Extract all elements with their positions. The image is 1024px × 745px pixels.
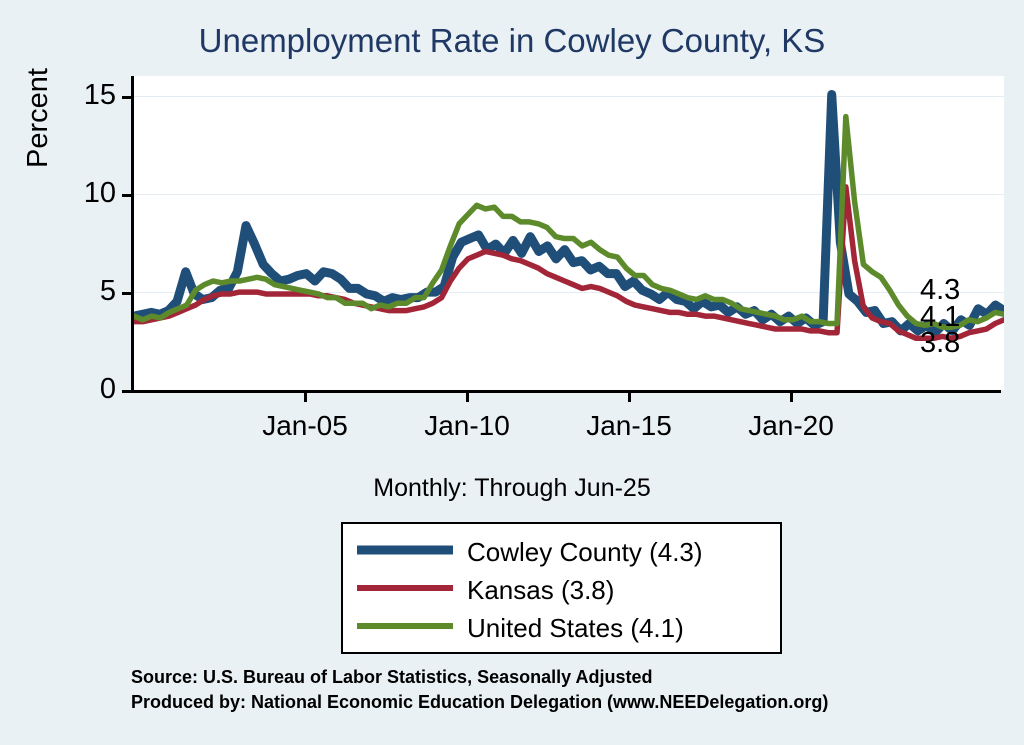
y-tick-mark-10	[122, 194, 131, 197]
y-tick-5: 5	[99, 275, 116, 307]
series-line-cowley-county	[134, 94, 1004, 332]
x-tick-jan-20: Jan-20	[748, 410, 834, 441]
legend-item-united-states[interactable]	[343, 610, 780, 646]
legend	[341, 522, 782, 654]
source-note: Source: U.S. Bureau of Labor Statistics, Seasonally Adjusted	[131, 667, 653, 687]
x-tick-mark-jan-15	[628, 393, 631, 402]
x-axis-line	[131, 390, 1001, 393]
legend-item-kansas[interactable]	[343, 572, 780, 608]
legend-swatch-cowley	[357, 543, 453, 561]
x-tick-jan-05: Jan-05	[262, 410, 348, 441]
y-tick-mark-0	[122, 390, 131, 393]
legend-item-cowley[interactable]	[343, 534, 780, 570]
x-tick-mark-jan-20	[790, 393, 793, 402]
x-tick-mark-jan-05	[304, 393, 307, 402]
y-tick-0: 0	[99, 373, 116, 405]
legend-swatch-kansas	[357, 581, 453, 599]
y-tick-mark-5	[122, 292, 131, 295]
y-axis-label: Percent	[22, 68, 54, 168]
end-label-united-states: 4.1	[920, 301, 961, 333]
x-tick-jan-15: Jan-15	[586, 410, 672, 441]
legend-label-cowley: Cowley County (4.3)	[467, 536, 703, 567]
legend-swatch-united-states	[357, 619, 453, 637]
x-tick-mark-jan-10	[466, 393, 469, 402]
end-label-kansas: 3.8	[920, 327, 961, 359]
chart-title: Unemployment Rate in Cowley County, KS	[198, 22, 826, 59]
plot-area	[131, 76, 1004, 390]
legend-label-kansas: Kansas (3.8)	[467, 574, 615, 605]
y-tick-10: 10	[83, 177, 116, 209]
series-lines	[134, 76, 1004, 390]
legend-label-united-states: United States (4.1)	[467, 612, 684, 643]
y-tick-mark-15	[122, 96, 131, 99]
x-tick-jan-10: Jan-10	[424, 410, 510, 441]
chart-subtitle: Monthly: Through Jun-25	[373, 474, 651, 502]
end-label-cowley: 4.3	[920, 274, 961, 306]
produced-by-note: Produced by: National Economic Education Delegation (www.NEEDelegation.org)	[131, 692, 829, 712]
y-tick-15: 15	[83, 79, 116, 111]
